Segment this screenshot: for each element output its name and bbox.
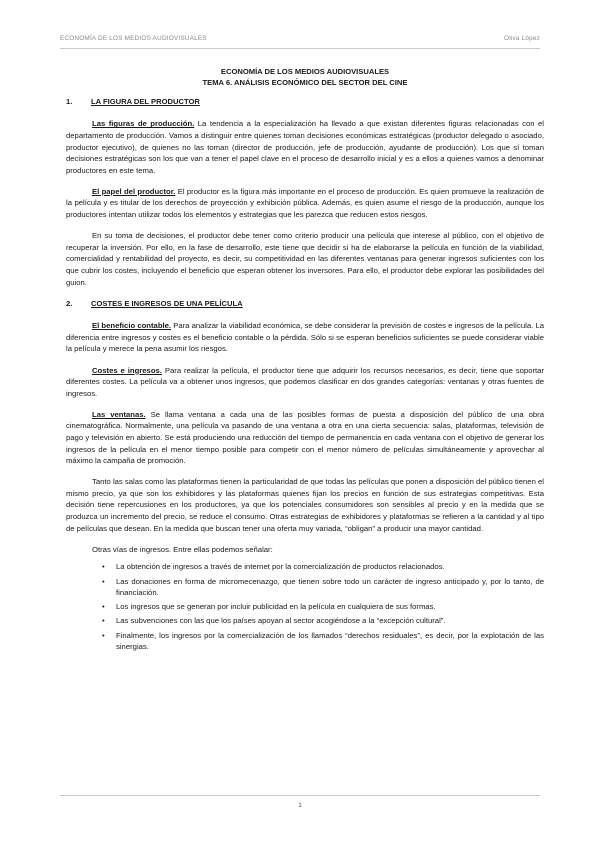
- header-divider: [60, 48, 540, 49]
- bullet-icon: •: [102, 630, 105, 640]
- list-item: [102, 601, 544, 613]
- paragraph-text: El productor es la figura más importante en el proceso de producción. Es quien promueve la realización de la película y es titular de los derechos de proyección y exhibición pública. Además, es quien asume el riesgo de la producción, aunque los productores intentan utilizar todos los elementos y estrategias que les parezca que reducen estos riesgos.: [66, 186, 544, 220]
- list-item: [102, 561, 544, 573]
- list-item-text: Las donaciones en forma de micromecenazgo, que tienen sobre todo un carácter de ingreso anticipado y, por lo tanto, de financiación.: [116, 576, 544, 598]
- paragraph-lead: El papel del productor.: [92, 186, 176, 196]
- bullet-icon: •: [102, 616, 105, 626]
- paragraph-salas-plataformas: [66, 476, 544, 534]
- paragraph-text: Para analizar la viabilidad económica, se debe considerar la previsión de costes e ingresos de la película. La diferencia entre ingresos y costes es el beneficio contable o la pérdida. Sólo si se esperan beneficios suficientes se puede considerar viable la película y merece la pena asumir los riesgos.: [66, 321, 544, 354]
- bullet-icon: •: [102, 562, 105, 572]
- paragraph-costes-ingresos: [66, 365, 544, 400]
- bullet-icon: •: [102, 602, 105, 612]
- paragraph-lead: Las figuras de producción.: [92, 119, 195, 129]
- header-author: Oliva López: [504, 35, 540, 42]
- paragraph-lead: Las ventanas.: [92, 409, 146, 419]
- section-2-heading: [66, 298, 544, 310]
- page-number: 1: [298, 802, 302, 809]
- list-item-text: La obtención de ingresos a través de internet por la comercialización de productos relacionados.: [116, 562, 445, 572]
- list-item-text: Finalmente, los ingresos por la comercialización de los llamados “derechos residuales”, es decir, por la explotación de las sinergias.: [116, 630, 544, 652]
- paragraph-text: Se llama ventana a cada una de las posibles formas de puesta a disposición del público de una obra cinematográfica. Normalmente, una película va pasando de una ventana a otra en una cierta secuencia: salas, plataformas, televisión de pago y televisión en abierto. Se está produciendo una reducción del tiempo de permanencia en cada ventana con el objetivo de generar los ingresos de la película en el menor tiempo posible para competir con el menor número de películas simultáneamente y aprovechar al máximo la campaña de promoción.: [66, 409, 544, 466]
- paragraph-lead: El beneficio contable.: [92, 321, 172, 331]
- section-1-title: LA FIGURA DEL PRODUCTOR: [91, 96, 200, 106]
- bullet-list-ingresos: [66, 561, 544, 653]
- document-body: [66, 66, 544, 655]
- title-line-2: TEMA 6. ANÁLISIS ECONÓMICO DEL SECTOR DEL CINE: [202, 78, 408, 88]
- paragraph-text: La tendencia a la especialización ha llevado a que existan diferentes figuras relacionadas con el departamento de producción. Vamos a distinguir entre quienes toman decisiones económicas estratégicas (productor delegado o asociado, productor ejecutivo), de quienes no las toman (director de producción, jefe de producción, ayudante de producción). Los que sí toman decisiones estratégicas son los que van a tener el papel clave en el proceso de desarrollo inicial y es a ellos a quienes vamos a denominar productores en este tema.: [66, 119, 545, 175]
- paragraph-toma-decisiones: [66, 230, 544, 288]
- paragraph-lead: Costes e ingresos.: [92, 365, 162, 375]
- footer-divider: [60, 795, 540, 796]
- paragraph-papel-productor: [66, 186, 544, 221]
- title-line-1: ECONOMÍA DE LOS MEDIOS AUDIOVISUALES: [220, 67, 390, 76]
- section-1-number: 1.: [66, 96, 73, 106]
- list-item-text: Los ingresos que se generan por incluir publicidad en la película en cualquiera de sus formas.: [116, 602, 436, 612]
- list-item-text: Las subvenciones con las que los países apoyan al sector acogiéndose a la “excepción cultural”.: [116, 616, 446, 626]
- paragraph-text: Para realizar la película, el productor tiene que adquirir los recursos necesarios, es decir, tiene que soportar diferentes costes. La película va a obtener unos ingresos, que podemos clasificar en dos grandes categorías: ventanas y otras fuentes de ingresos.: [66, 365, 545, 398]
- header-course-title: ECONOMÍA DE LOS MEDIOS AUDIOVISUALES: [60, 35, 207, 42]
- paragraph-text: Tanto las salas como las plataformas tienen la particularidad de que todas las películas que ponen a disposición del público tienen el mismo precio, ya que son los exhibidores y las plataformas quienes fijan los precios en función de sus estrategias competitivas. Esta decisión tiene repercusiones en los productores, ya que los potenciales consumidores son sensibles al precio y en la medida que se produzca un incremento del precio, se reduce el consumo. Otras estrategias de exhibidores y plataformas se refieren a la cantidad y al tipo de películas que desean. En la medida que buscan tener una oferta muy variada, “obligan” a producir una mayor cantidad.: [66, 477, 544, 533]
- document-title: [66, 66, 544, 89]
- list-item: [102, 576, 544, 599]
- paragraph-beneficio-contable: [66, 320, 544, 355]
- list-intro: Otras vías de ingresos. Entre ellas podemos señalar:: [92, 544, 273, 554]
- running-header: [60, 35, 540, 49]
- section-1-heading: [66, 96, 544, 108]
- bullet-icon: •: [102, 576, 105, 586]
- paragraph-text: En su toma de decisiones, el productor debe tener como criterio producir una película que interese al público, con el objetivo de recuperar la inversión. Por ello, en la fase de desarrollo, este tiene que decidir si ha de elaborarse la película en función de la viabilidad, comercialidad y rentabilidad del proyecto, es decir, su competitividad en las diferentes ventanas para generar ingresos suficientes con los que cubrir los costes, incluyendo el beneficio que esperan obtener los inversores. Para ello, el productor debe explorar las posibilidades del guion.: [66, 231, 544, 287]
- list-item: [102, 630, 544, 653]
- section-2-number: 2.: [66, 298, 73, 308]
- section-2-title: COSTES E INGRESOS DE UNA PELÍCULA: [91, 298, 243, 308]
- paragraph-ventanas: [66, 409, 544, 467]
- paragraph-figuras-produccion: [66, 118, 544, 176]
- list-item: [102, 615, 544, 627]
